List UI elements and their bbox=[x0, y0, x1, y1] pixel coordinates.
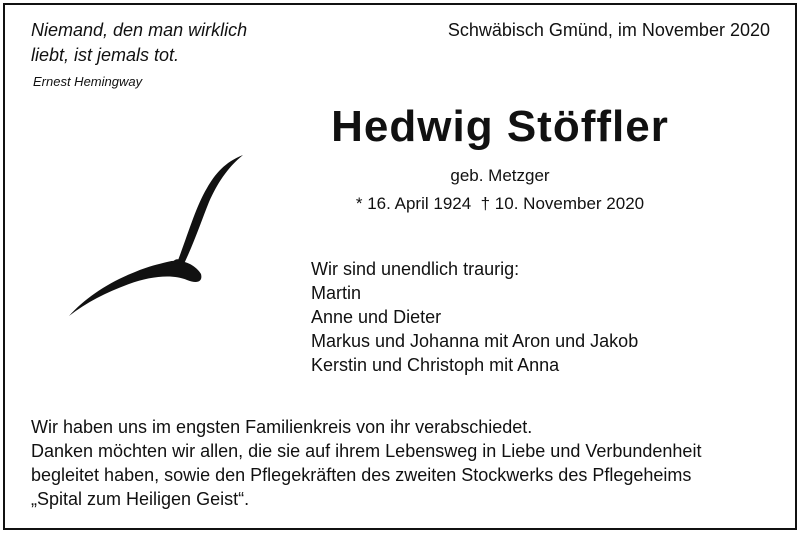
deceased-name-text: Hedwig Stöffler bbox=[331, 102, 669, 151]
mourners-intro: Wir sind unendlich traurig: bbox=[311, 259, 520, 279]
closing-line: „Spital zum Heiligen Geist“. bbox=[31, 489, 250, 509]
closing-line: Danken möchten wir allen, die sie auf ihrem Lebensweg in Liebe und Verbundenheit bbox=[31, 441, 702, 461]
closing-line: Wir haben uns im engsten Familienkreis von ihr verabschiedet. bbox=[31, 417, 533, 437]
place-date: Schwäbisch Gmünd, im November 2020 bbox=[447, 20, 770, 40]
quote-author: Ernest Hemingway bbox=[33, 74, 143, 89]
mourner-name: Martin bbox=[311, 283, 362, 303]
mourner-name: Markus und Johanna mit Aron und Jakob bbox=[311, 331, 639, 351]
closing-line: begleitet haben, sowie den Pflegekräften des zweiten Stockwerks des Pflegeheims bbox=[31, 465, 692, 485]
mourners-block bbox=[311, 257, 638, 377]
closing-text bbox=[31, 415, 701, 511]
quote bbox=[31, 18, 247, 68]
life-dates: * 16. April 1924 † 10. November 2020 bbox=[355, 194, 645, 213]
maiden-name: geb. Metzger bbox=[450, 166, 550, 185]
mourner-name: Anne und Dieter bbox=[311, 307, 442, 327]
bird-icon bbox=[55, 150, 255, 325]
mourner-name: Kerstin und Christoph mit Anna bbox=[311, 355, 560, 375]
deceased-name bbox=[300, 102, 700, 152]
quote-line-2: liebt, ist jemals tot. bbox=[31, 45, 180, 65]
quote-line-1: Niemand, den man wirklich bbox=[31, 20, 248, 40]
